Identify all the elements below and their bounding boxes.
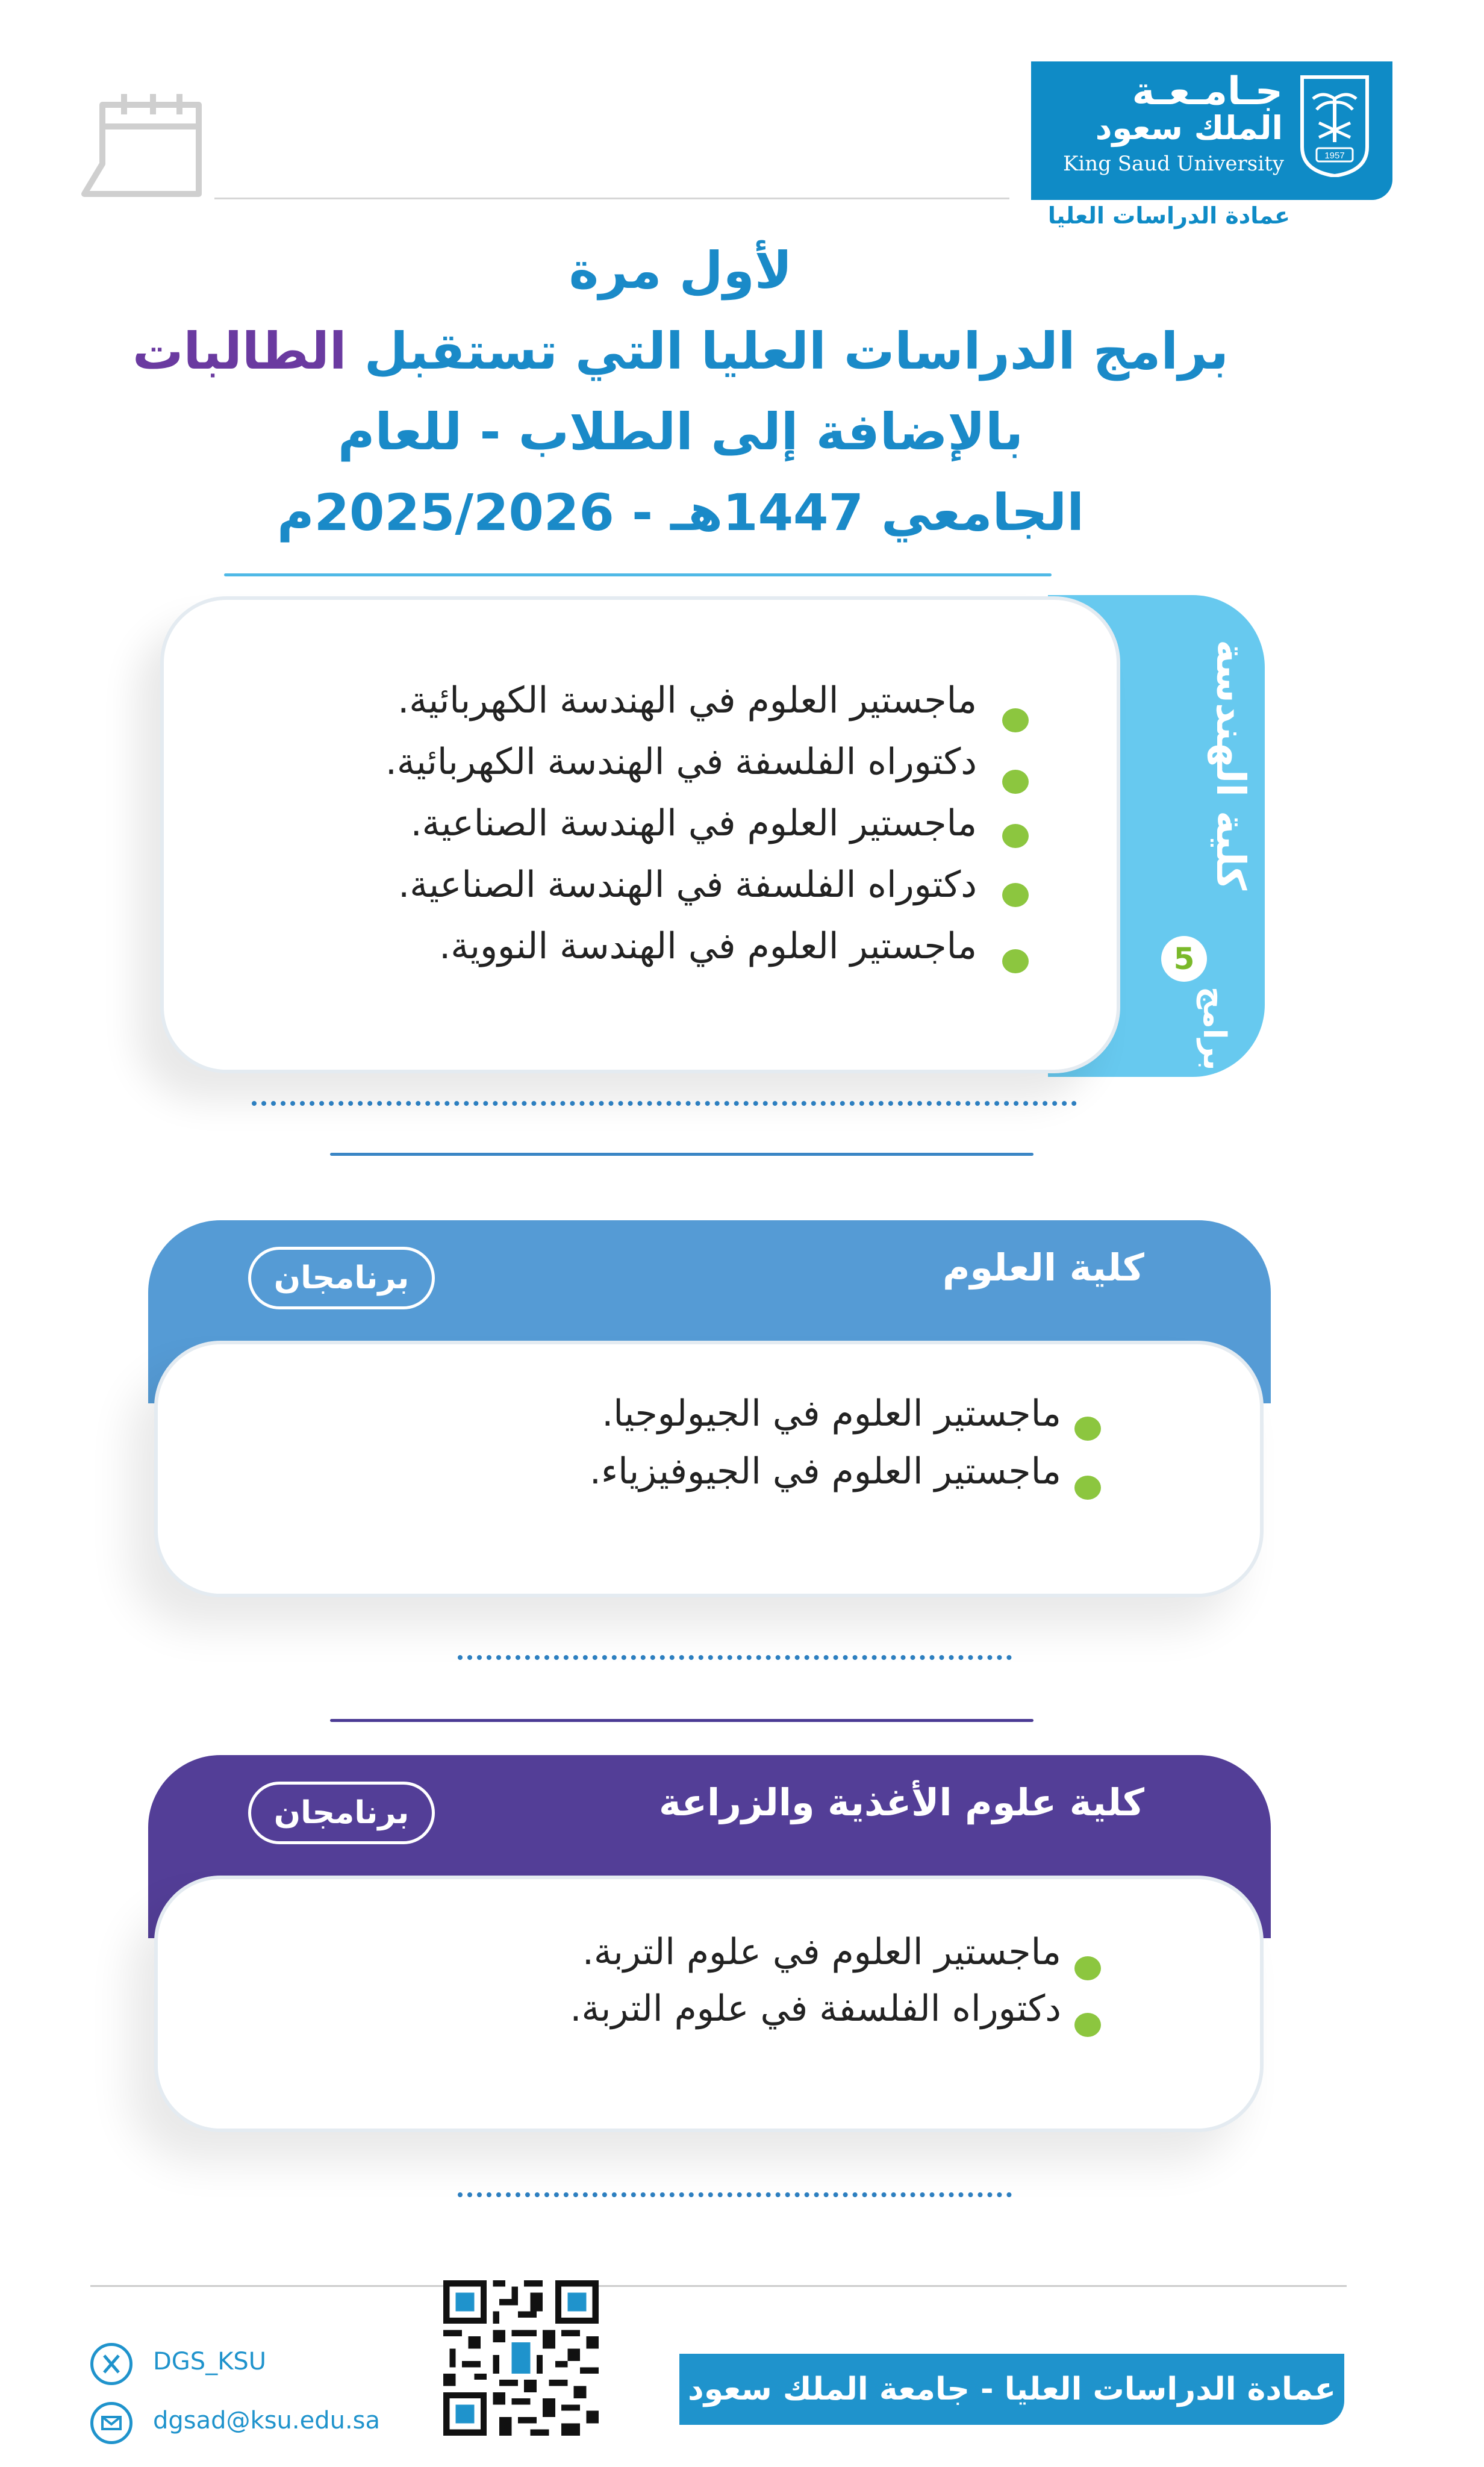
bullet-icon (1074, 1956, 1101, 1980)
section-divider (330, 1153, 1034, 1156)
dotted-divider (458, 2192, 1012, 2197)
bullet-icon (1074, 1476, 1101, 1500)
program-text: ماجستير العلوم في الهندسة الصناعية. (410, 802, 977, 844)
program-count-pill: برنامجان (248, 1782, 435, 1844)
footer-divider (90, 2285, 1347, 2287)
program-text: ماجستير العلوم في علوم التربة. (582, 1931, 1061, 1973)
bullet-icon (1074, 1417, 1101, 1441)
page-title (120, 230, 1241, 553)
program-text: ماجستير العلوم في الجيولوجيا. (602, 1393, 1061, 1435)
list-item (398, 864, 977, 906)
list-item (582, 1931, 1061, 1973)
footer-bar: عمادة الدراسات العليا - جامعة الملك سعود (679, 2354, 1344, 2425)
list-item (439, 925, 977, 967)
list-item (398, 679, 977, 722)
logo-arabic-line1: جـامـعـة (1132, 69, 1283, 114)
title-line-2 (120, 311, 1241, 391)
bullet-icon (1002, 824, 1029, 848)
envelope-icon (90, 2402, 132, 2444)
header-divider (214, 198, 1009, 199)
qr-code[interactable] (443, 2280, 599, 2436)
deanship-subtitle: عمادة الدراسات العليا (1047, 202, 1290, 229)
dotted-divider (458, 1655, 1012, 1660)
title-highlight: الطالبات (132, 322, 347, 381)
title-line-4: الجامعي 1447هـ - 2025/2026م (276, 483, 1085, 542)
title-line-1: لأول مرة (569, 241, 793, 300)
agriculture-programs-card (154, 1876, 1264, 2132)
list-item (602, 1393, 1061, 1435)
program-text: ماجستير العلوم في الهندسة الكهربائية. (398, 679, 977, 722)
palm-emblem-icon (1298, 75, 1371, 177)
bullet-icon (1002, 770, 1029, 794)
twitter-handle[interactable]: DGS_KSU (153, 2348, 267, 2375)
program-text: دكتوراه الفلسفة في الهندسة الصناعية. (398, 864, 977, 906)
bullet-icon (1002, 949, 1029, 973)
x-logo-icon (90, 2343, 132, 2385)
list-item (411, 802, 977, 844)
bullet-icon (1002, 883, 1029, 907)
program-count-badge: 5 (1161, 936, 1207, 982)
bullet-icon (1074, 2013, 1101, 2037)
email-address[interactable]: dgsad@ksu.edu.sa (153, 2407, 381, 2434)
program-text: ماجستير العلوم في الهندسة النووية. (439, 925, 977, 967)
program-count-label: برامج (1196, 987, 1232, 1071)
program-text: دكتوراه الفلسفة في علوم التربة. (570, 1988, 1061, 2030)
title-divider (224, 573, 1052, 576)
university-logo (1031, 61, 1392, 200)
list-item (385, 741, 977, 783)
logo-year: 1957 (1324, 151, 1345, 161)
logo-english: King Saud University (1063, 152, 1284, 176)
bullet-icon (1002, 708, 1029, 732)
section-divider (330, 1719, 1034, 1722)
title-line-2-text: برامج الدراسات العليا التي تستقبل (346, 322, 1229, 381)
program-text: ماجستير العلوم في الجيوفيزياء. (589, 1450, 1061, 1492)
title-line-3: بالإضافة إلى الطلاب - للعام (337, 402, 1024, 461)
college-name-engineering: كلية الهندسة (1208, 639, 1254, 890)
science-programs-card (154, 1341, 1264, 1597)
college-name-agriculture: كلية علوم الأغذية والزراعة (659, 1780, 1144, 1824)
logo-arabic-line2: الملك سعود (1095, 109, 1283, 147)
college-name-science: كلية العلوم (942, 1246, 1144, 1290)
program-count-pill: برنامجان (248, 1247, 435, 1309)
program-text: دكتوراه الفلسفة في الهندسة الكهربائية. (385, 741, 977, 783)
list-item (570, 1988, 1061, 2030)
engineering-programs-card (160, 596, 1120, 1073)
list-item (590, 1450, 1061, 1492)
dotted-divider (252, 1101, 1077, 1106)
calendar-icon (78, 92, 205, 200)
